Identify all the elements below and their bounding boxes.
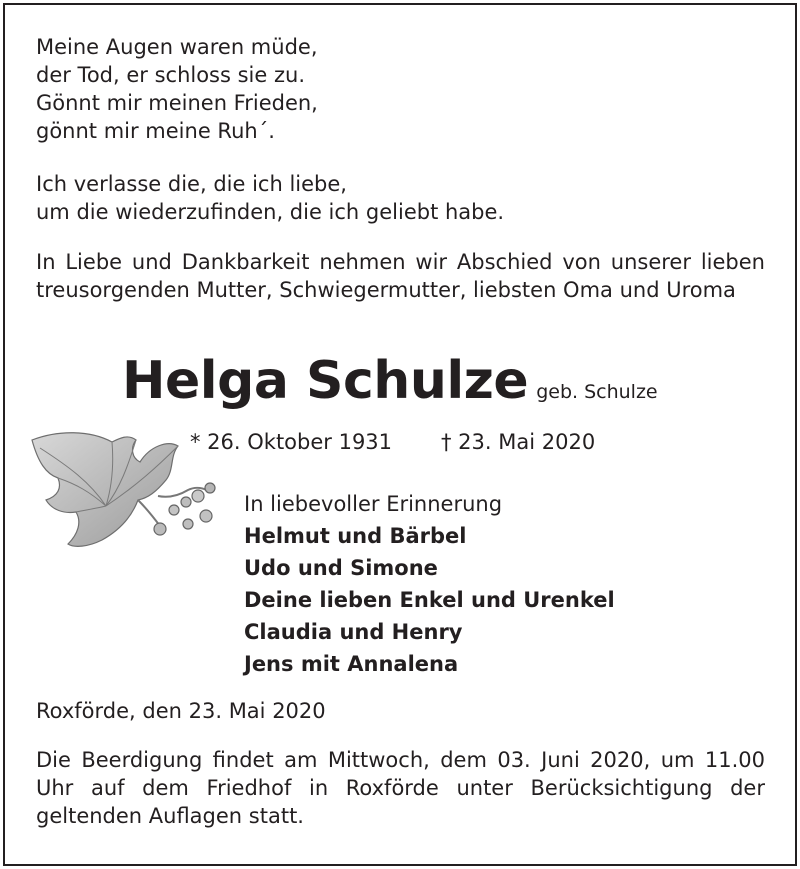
mourner-name: Jens mit Annalena [244, 652, 459, 676]
deceased-heading [122, 346, 658, 427]
verse2-line-2: um die wiederzufinden, die ich geliebt habe. [36, 200, 505, 224]
verse-line-4: gönnt mir meine Ruh´. [36, 119, 275, 143]
intro-paragraph: In Liebe und Dankbarkeit nehmen wir Abschied von unserer lieben treusorgenden Mutter, Schwiegermutter, liebsten Oma und Uroma [36, 250, 765, 302]
verse2-line-1: Ich verlasse die, die ich liebe, [36, 172, 347, 196]
mourners-heading: In liebevoller Erinnerung [244, 492, 503, 516]
deceased-name: Helga Schulze [122, 351, 529, 411]
mourner-name: Claudia und Henry [244, 620, 463, 644]
mourner-name: Helmut und Bärbel [244, 524, 467, 548]
verse-line-2: der Tod, er schloss sie zu. [36, 63, 305, 87]
birth-date: * 26. Oktober 1931 [190, 430, 393, 454]
death-date: † 23. Mai 2020 [441, 430, 596, 454]
place-and-date: Roxförde, den 23. Mai 2020 [36, 699, 326, 723]
funeral-note: Die Beerdigung findet am Mittwoch, dem 03. Juni 2020, um 11.00 Uhr auf dem Friedhof in Roxförde unter Berücksichtigung der geltenden Auflagen statt. [36, 748, 765, 828]
mourner-name: Udo und Simone [244, 556, 438, 580]
verse-line-3: Gönnt mir meinen Frieden, [36, 91, 318, 115]
birth-name: geb. Schulze [536, 381, 658, 403]
mourners-block [244, 488, 615, 680]
mourner-name: Deine lieben Enkel und Urenkel [244, 588, 615, 612]
verse-line-1: Meine Augen waren müde, [36, 35, 318, 59]
